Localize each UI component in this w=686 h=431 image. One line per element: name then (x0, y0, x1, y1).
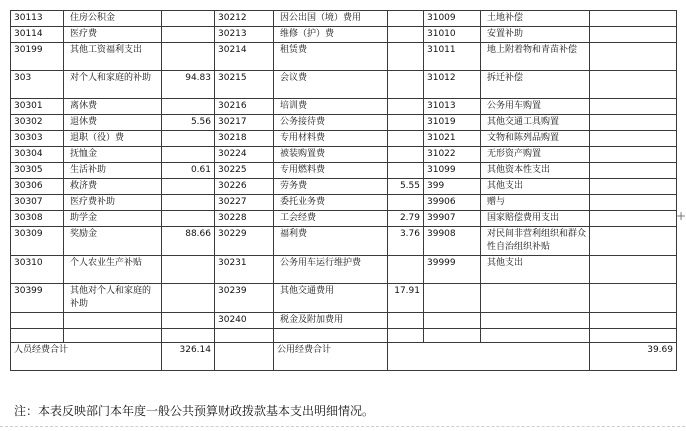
name-3-cell: 土地补偿 (481, 11, 590, 27)
amount-2-cell (388, 27, 424, 43)
name-3-cell: 地上附着物和青苗补偿 (481, 43, 590, 71)
amount-3-cell (590, 27, 677, 43)
code-3-cell: 31010 (424, 27, 481, 43)
amount-3-cell (590, 115, 677, 131)
table-row (11, 43, 677, 71)
name-2-cell: 维修（护）费 (274, 27, 388, 43)
table-row (11, 71, 677, 99)
code-1-cell: 30305 (11, 163, 64, 179)
code-2-cell: 30229 (215, 227, 274, 256)
name-3-cell: 国家赔偿费用支出 (481, 211, 590, 227)
amount-1-cell: 88.66 (162, 227, 215, 256)
amount-1-cell (162, 313, 215, 329)
public-total-value: 39.69 (590, 343, 677, 371)
amount-1-cell (162, 211, 215, 227)
name-1-cell: 抚恤金 (64, 147, 162, 163)
amount-2-cell (388, 131, 424, 147)
table-row (11, 179, 677, 195)
table-row (11, 329, 677, 343)
amount-1-cell (162, 99, 215, 115)
total-spacer (215, 343, 274, 371)
code-2-cell: 30228 (215, 211, 274, 227)
code-1-cell: 30308 (11, 211, 64, 227)
name-1-cell: 其他对个人和家庭的补助 (64, 284, 162, 313)
name-2-cell: 因公出国（境）费用 (274, 11, 388, 27)
code-1-cell: 303 (11, 71, 64, 99)
expenditure-detail-table (10, 10, 677, 371)
code-1-cell (11, 329, 64, 343)
amount-1-cell: 94.83 (162, 71, 215, 99)
name-2-cell: 公务用车运行维护费 (274, 256, 388, 284)
amount-3-cell (590, 99, 677, 115)
code-2-cell: 30240 (215, 313, 274, 329)
amount-1-cell (162, 284, 215, 313)
code-2-cell: 30239 (215, 284, 274, 313)
table-row (11, 163, 677, 179)
name-1-cell: 助学金 (64, 211, 162, 227)
name-3-cell (481, 329, 590, 343)
code-1-cell: 30310 (11, 256, 64, 284)
table-body (11, 11, 677, 371)
table-row (11, 27, 677, 43)
name-1-cell: 其他工资福利支出 (64, 43, 162, 71)
name-1-cell (64, 329, 162, 343)
name-1-cell (64, 313, 162, 329)
amount-1-cell (162, 329, 215, 343)
amount-3-cell (590, 71, 677, 99)
amount-3-cell (590, 147, 677, 163)
amount-2-cell: 3.76 (388, 227, 424, 256)
name-3-cell: 其他资本性支出 (481, 163, 590, 179)
code-3-cell (424, 313, 481, 329)
public-total-label: 公用经费合计 (274, 343, 388, 371)
amount-3-cell (590, 284, 677, 313)
amount-2-cell (388, 71, 424, 99)
code-3-cell: 39908 (424, 227, 481, 256)
name-2-cell: 工会经费 (274, 211, 388, 227)
code-3-cell (424, 284, 481, 313)
code-1-cell: 30309 (11, 227, 64, 256)
amount-3-cell (590, 43, 677, 71)
name-1-cell: 奖励金 (64, 227, 162, 256)
name-2-cell: 其他交通费用 (274, 284, 388, 313)
name-1-cell: 住房公积金 (64, 11, 162, 27)
name-1-cell: 救济费 (64, 179, 162, 195)
amount-2-cell: 17.91 (388, 284, 424, 313)
code-2-cell: 30214 (215, 43, 274, 71)
name-2-cell: 福利费 (274, 227, 388, 256)
amount-2-cell (388, 163, 424, 179)
table-row (11, 131, 677, 147)
name-3-cell: 安置补助 (481, 27, 590, 43)
code-2-cell: 30217 (215, 115, 274, 131)
name-3-cell (481, 284, 590, 313)
amount-1-cell (162, 11, 215, 27)
name-2-cell: 被装购置费 (274, 147, 388, 163)
personnel-total-label: 人员经费合计 (11, 343, 162, 371)
amount-3-cell (590, 179, 677, 195)
code-1-cell (11, 313, 64, 329)
amount-2-cell (388, 147, 424, 163)
code-1-cell: 30302 (11, 115, 64, 131)
code-2-cell: 30212 (215, 11, 274, 27)
amount-2-cell (388, 313, 424, 329)
amount-3-cell (590, 163, 677, 179)
amount-2-cell (388, 11, 424, 27)
expand-plus-icon[interactable]: + (676, 209, 686, 223)
name-2-cell: 税金及附加费用 (274, 313, 388, 329)
amount-3-cell (590, 211, 677, 227)
amount-3-cell (590, 11, 677, 27)
amount-3-cell (590, 329, 677, 343)
code-3-cell: 31012 (424, 71, 481, 99)
amount-1-cell (162, 179, 215, 195)
table-row (11, 195, 677, 211)
code-3-cell (424, 329, 481, 343)
name-3-cell: 公务用车购置 (481, 99, 590, 115)
name-1-cell: 退职（役）费 (64, 131, 162, 147)
code-1-cell: 30303 (11, 131, 64, 147)
name-2-cell: 公务接待费 (274, 115, 388, 131)
name-1-cell: 生活补助 (64, 163, 162, 179)
table-row (11, 313, 677, 329)
code-3-cell: 399 (424, 179, 481, 195)
amount-1-cell (162, 43, 215, 71)
name-2-cell: 专用燃料费 (274, 163, 388, 179)
code-2-cell: 30224 (215, 147, 274, 163)
amount-3-cell (590, 195, 677, 211)
code-3-cell: 39906 (424, 195, 481, 211)
code-3-cell: 31011 (424, 43, 481, 71)
table-row (11, 11, 677, 27)
table-row (11, 211, 677, 227)
name-2-cell: 租赁费 (274, 43, 388, 71)
code-2-cell: 30225 (215, 163, 274, 179)
amount-2-cell (388, 99, 424, 115)
table-row (11, 284, 677, 313)
name-1-cell: 对个人和家庭的补助 (64, 71, 162, 99)
name-3-cell: 赠与 (481, 195, 590, 211)
amount-3-cell (590, 313, 677, 329)
code-1-cell: 30306 (11, 179, 64, 195)
code-1-cell: 30304 (11, 147, 64, 163)
code-3-cell: 39907 (424, 211, 481, 227)
amount-1-cell (162, 195, 215, 211)
amount-1-cell (162, 27, 215, 43)
name-2-cell (274, 329, 388, 343)
amount-3-cell (590, 227, 677, 256)
code-1-cell: 30301 (11, 99, 64, 115)
code-3-cell: 31009 (424, 11, 481, 27)
code-2-cell: 30215 (215, 71, 274, 99)
code-2-cell: 30231 (215, 256, 274, 284)
page-bottom-border (0, 426, 685, 431)
code-3-cell: 31022 (424, 147, 481, 163)
name-1-cell: 医疗费补助 (64, 195, 162, 211)
name-3-cell: 其他支出 (481, 256, 590, 284)
code-2-cell: 30218 (215, 131, 274, 147)
name-2-cell: 会议费 (274, 71, 388, 99)
name-3-cell: 其他支出 (481, 179, 590, 195)
name-3-cell (481, 313, 590, 329)
amount-2-cell: 2.79 (388, 211, 424, 227)
code-3-cell: 39999 (424, 256, 481, 284)
code-2-cell (215, 329, 274, 343)
name-3-cell: 文物和陈列品购置 (481, 131, 590, 147)
name-1-cell: 退休费 (64, 115, 162, 131)
amount-2-cell (388, 329, 424, 343)
name-3-cell: 拆迁补偿 (481, 71, 590, 99)
amount-1-cell (162, 147, 215, 163)
code-2-cell: 30213 (215, 27, 274, 43)
table-row (11, 115, 677, 131)
table-row (11, 256, 677, 284)
total-spacer-wide (388, 343, 590, 371)
name-1-cell: 个人农业生产补贴 (64, 256, 162, 284)
table-row (11, 99, 677, 115)
code-1-cell: 30399 (11, 284, 64, 313)
name-1-cell: 医疗费 (64, 27, 162, 43)
code-1-cell: 30113 (11, 11, 64, 27)
personnel-total-value: 326.14 (162, 343, 215, 371)
code-2-cell: 30216 (215, 99, 274, 115)
name-2-cell: 专用材料费 (274, 131, 388, 147)
total-row (11, 343, 677, 371)
code-3-cell: 31021 (424, 131, 481, 147)
name-2-cell: 劳务费 (274, 179, 388, 195)
code-1-cell: 30199 (11, 43, 64, 71)
amount-3-cell (590, 131, 677, 147)
amount-2-cell (388, 256, 424, 284)
name-3-cell: 无形资产购置 (481, 147, 590, 163)
amount-1-cell (162, 256, 215, 284)
amount-2-cell (388, 115, 424, 131)
table-row (11, 227, 677, 256)
code-3-cell: 31019 (424, 115, 481, 131)
table-row (11, 147, 677, 163)
name-3-cell: 对民间非营利组织和群众性自治组织补贴 (481, 227, 590, 256)
amount-3-cell (590, 256, 677, 284)
name-1-cell: 离休费 (64, 99, 162, 115)
code-3-cell: 31013 (424, 99, 481, 115)
code-1-cell: 30307 (11, 195, 64, 211)
amount-2-cell (388, 43, 424, 71)
table-footnote: 注：本表反映部门本年度一般公共预算财政拨款基本支出明细情况。 (14, 404, 375, 418)
code-1-cell: 30114 (11, 27, 64, 43)
amount-1-cell (162, 131, 215, 147)
name-3-cell: 其他交通工具购置 (481, 115, 590, 131)
name-2-cell: 委托业务费 (274, 195, 388, 211)
code-3-cell: 31099 (424, 163, 481, 179)
amount-2-cell: 5.55 (388, 179, 424, 195)
amount-1-cell: 0.61 (162, 163, 215, 179)
code-2-cell: 30227 (215, 195, 274, 211)
code-2-cell: 30226 (215, 179, 274, 195)
amount-2-cell (388, 195, 424, 211)
name-2-cell: 培训费 (274, 99, 388, 115)
amount-1-cell: 5.56 (162, 115, 215, 131)
